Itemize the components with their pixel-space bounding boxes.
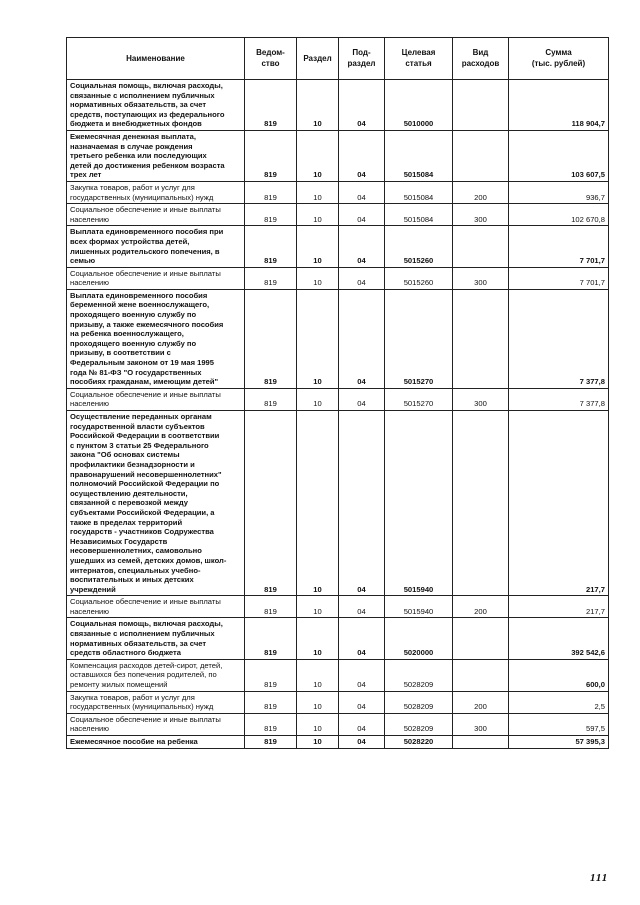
cell-celevaya-statya: 5028220 — [385, 736, 453, 749]
header-razdel: Раздел — [297, 38, 339, 80]
cell-vid-rashodov — [453, 618, 509, 659]
cell-podrazdel: 04 — [339, 80, 385, 131]
cell-name: Социальное обеспечение и иные выплаты населению — [67, 204, 245, 226]
table-row — [67, 226, 609, 267]
cell-podrazdel: 04 — [339, 596, 385, 618]
cell-podrazdel: 04 — [339, 267, 385, 289]
cell-name: Социальное обеспечение и иные выплаты населению — [67, 596, 245, 618]
cell-name: Социальное обеспечение и иные выплаты населению — [67, 267, 245, 289]
table-row — [67, 80, 609, 131]
cell-celevaya-statya: 5015084 — [385, 181, 453, 203]
cell-podrazdel: 04 — [339, 659, 385, 691]
cell-vid-rashodov — [453, 411, 509, 596]
cell-celevaya-statya: 5015260 — [385, 267, 453, 289]
cell-razdel: 10 — [297, 267, 339, 289]
cell-razdel: 10 — [297, 226, 339, 267]
cell-summa: 600,0 — [509, 659, 609, 691]
cell-podrazdel: 04 — [339, 130, 385, 181]
cell-name: Компенсация расходов детей-сирот, детей, оставшихся без попечения родителей, по ремонту жилых помещений — [67, 659, 245, 691]
cell-celevaya-statya: 5015084 — [385, 130, 453, 181]
cell-podrazdel: 04 — [339, 289, 385, 388]
cell-vedomstvo: 819 — [245, 736, 297, 749]
cell-vedomstvo: 819 — [245, 130, 297, 181]
header-summa: Сумма (тыс. рублей) — [509, 38, 609, 80]
cell-summa: 7 701,7 — [509, 226, 609, 267]
table-row — [67, 204, 609, 226]
header-celevaya-statya: Целевая статья — [385, 38, 453, 80]
cell-podrazdel: 04 — [339, 736, 385, 749]
cell-summa: 936,7 — [509, 181, 609, 203]
cell-summa: 7 377,8 — [509, 289, 609, 388]
table-row — [67, 130, 609, 181]
cell-name: Ежемесячное пособие на ребенка — [67, 736, 245, 749]
cell-name: Социальное обеспечение и иные выплаты населению — [67, 713, 245, 735]
table-row — [67, 736, 609, 749]
cell-podrazdel: 04 — [339, 713, 385, 735]
cell-name: Социальное обеспечение и иные выплаты населению — [67, 388, 245, 410]
header-podrazdel: Под- раздел — [339, 38, 385, 80]
cell-vid-rashodov — [453, 659, 509, 691]
cell-vedomstvo: 819 — [245, 267, 297, 289]
cell-vedomstvo: 819 — [245, 289, 297, 388]
table-header-row — [67, 38, 609, 80]
cell-podrazdel: 04 — [339, 181, 385, 203]
cell-razdel: 10 — [297, 736, 339, 749]
cell-celevaya-statya: 5015084 — [385, 204, 453, 226]
cell-name: Закупка товаров, работ и услуг для государственных (муниципальных) нужд — [67, 181, 245, 203]
cell-podrazdel: 04 — [339, 411, 385, 596]
cell-celevaya-statya: 5015270 — [385, 289, 453, 388]
table-row — [67, 713, 609, 735]
cell-vid-rashodov — [453, 289, 509, 388]
cell-summa: 392 542,6 — [509, 618, 609, 659]
table-row — [67, 596, 609, 618]
cell-celevaya-statya: 5015260 — [385, 226, 453, 267]
cell-summa: 597,5 — [509, 713, 609, 735]
cell-vid-rashodov: 200 — [453, 596, 509, 618]
cell-celevaya-statya: 5028209 — [385, 713, 453, 735]
cell-summa: 217,7 — [509, 596, 609, 618]
header-vid-rashodov: Вид расходов — [453, 38, 509, 80]
cell-razdel: 10 — [297, 411, 339, 596]
cell-podrazdel: 04 — [339, 691, 385, 713]
cell-celevaya-statya: 5015940 — [385, 411, 453, 596]
table-row — [67, 659, 609, 691]
table-row — [67, 267, 609, 289]
table-body — [67, 80, 609, 749]
cell-vid-rashodov: 200 — [453, 691, 509, 713]
table-row — [67, 618, 609, 659]
cell-summa: 57 395,3 — [509, 736, 609, 749]
cell-celevaya-statya: 5010000 — [385, 80, 453, 131]
cell-name: Закупка товаров, работ и услуг для государственных (муниципальных) нужд — [67, 691, 245, 713]
cell-vid-rashodov — [453, 130, 509, 181]
cell-podrazdel: 04 — [339, 204, 385, 226]
cell-summa: 103 607,5 — [509, 130, 609, 181]
cell-name: Ежемесячная денежная выплата, назначаемая в случае рождения третьего ребенка или последующих детей до достижения ребенком возраста трех лет — [67, 130, 245, 181]
cell-vedomstvo: 819 — [245, 204, 297, 226]
table-row — [67, 181, 609, 203]
cell-vedomstvo: 819 — [245, 618, 297, 659]
cell-summa: 2,5 — [509, 691, 609, 713]
cell-celevaya-statya: 5020000 — [385, 618, 453, 659]
cell-name: Социальная помощь, включая расходы, связанные с исполнением публичных нормативных обязательств, за счет средств областного бюджета — [67, 618, 245, 659]
cell-vedomstvo: 819 — [245, 226, 297, 267]
cell-vid-rashodov — [453, 226, 509, 267]
header-name: Наименование — [67, 38, 245, 80]
cell-razdel: 10 — [297, 659, 339, 691]
cell-razdel: 10 — [297, 388, 339, 410]
cell-vid-rashodov: 300 — [453, 204, 509, 226]
cell-podrazdel: 04 — [339, 618, 385, 659]
cell-razdel: 10 — [297, 713, 339, 735]
cell-razdel: 10 — [297, 691, 339, 713]
cell-razdel: 10 — [297, 204, 339, 226]
table-row — [67, 388, 609, 410]
table-row — [67, 691, 609, 713]
cell-razdel: 10 — [297, 289, 339, 388]
cell-celevaya-statya: 5015270 — [385, 388, 453, 410]
cell-vid-rashodov — [453, 80, 509, 131]
cell-vedomstvo: 819 — [245, 691, 297, 713]
cell-vedomstvo: 819 — [245, 713, 297, 735]
cell-name: Осуществление переданных органам государственной власти субъектов Российской Федерации в соответствии с пунктом 3 статьи 25 Федерального закона "Об основах системы профилактики безнадзорности и правонарушений несовершеннолетних" полномочий Российской Федерации по осуществлению деятельности, связанной с перевозкой между субъектами Российской Федерации, а также в пределах территорий государств - участников Содружества Независимых Государств несовершеннолетних, самовольно ушедших из семей, детских домов, школ- интернатов, специальных учебно- воспитательных и иных детских учреждений — [67, 411, 245, 596]
cell-name: Выплата единовременного пособия беременной жене военнослужащего, проходящего военную службу по призыву, а также ежемесячного пособия на ребенка военнослужащего, проходящего военную службу по призыву, в соответствии с Федеральным законом от 19 мая 1995 года № 81-ФЗ "О государственных пособиях гражданам, имеющим детей" — [67, 289, 245, 388]
cell-summa: 7 701,7 — [509, 267, 609, 289]
cell-vedomstvo: 819 — [245, 411, 297, 596]
cell-summa: 102 670,8 — [509, 204, 609, 226]
cell-name: Социальная помощь, включая расходы, связанные с исполнением публичных нормативных обязательств, за счет средств, поступающих из федерального бюджета и внебюджетных фондов — [67, 80, 245, 131]
table-row — [67, 289, 609, 388]
cell-razdel: 10 — [297, 181, 339, 203]
cell-summa: 7 377,8 — [509, 388, 609, 410]
cell-razdel: 10 — [297, 618, 339, 659]
cell-vid-rashodov: 300 — [453, 267, 509, 289]
cell-razdel: 10 — [297, 80, 339, 131]
cell-summa: 217,7 — [509, 411, 609, 596]
cell-vid-rashodov: 300 — [453, 713, 509, 735]
header-vedomstvo: Ведом- ство — [245, 38, 297, 80]
cell-podrazdel: 04 — [339, 226, 385, 267]
cell-razdel: 10 — [297, 596, 339, 618]
table-row — [67, 411, 609, 596]
cell-name: Выплата единовременного пособия при всех формах устройства детей, лишенных родительского попечения, в семью — [67, 226, 245, 267]
budget-table — [66, 37, 609, 749]
cell-vedomstvo: 819 — [245, 596, 297, 618]
cell-vid-rashodov: 300 — [453, 388, 509, 410]
cell-summa: 118 904,7 — [509, 80, 609, 131]
page-number-mark: 111 — [590, 872, 609, 884]
cell-vedomstvo: 819 — [245, 388, 297, 410]
cell-celevaya-statya: 5028209 — [385, 691, 453, 713]
cell-celevaya-statya: 5028209 — [385, 659, 453, 691]
cell-razdel: 10 — [297, 130, 339, 181]
cell-celevaya-statya: 5015940 — [385, 596, 453, 618]
cell-vid-rashodov: 200 — [453, 181, 509, 203]
cell-podrazdel: 04 — [339, 388, 385, 410]
cell-vedomstvo: 819 — [245, 659, 297, 691]
cell-vedomstvo: 819 — [245, 181, 297, 203]
cell-vedomstvo: 819 — [245, 80, 297, 131]
cell-vid-rashodov — [453, 736, 509, 749]
